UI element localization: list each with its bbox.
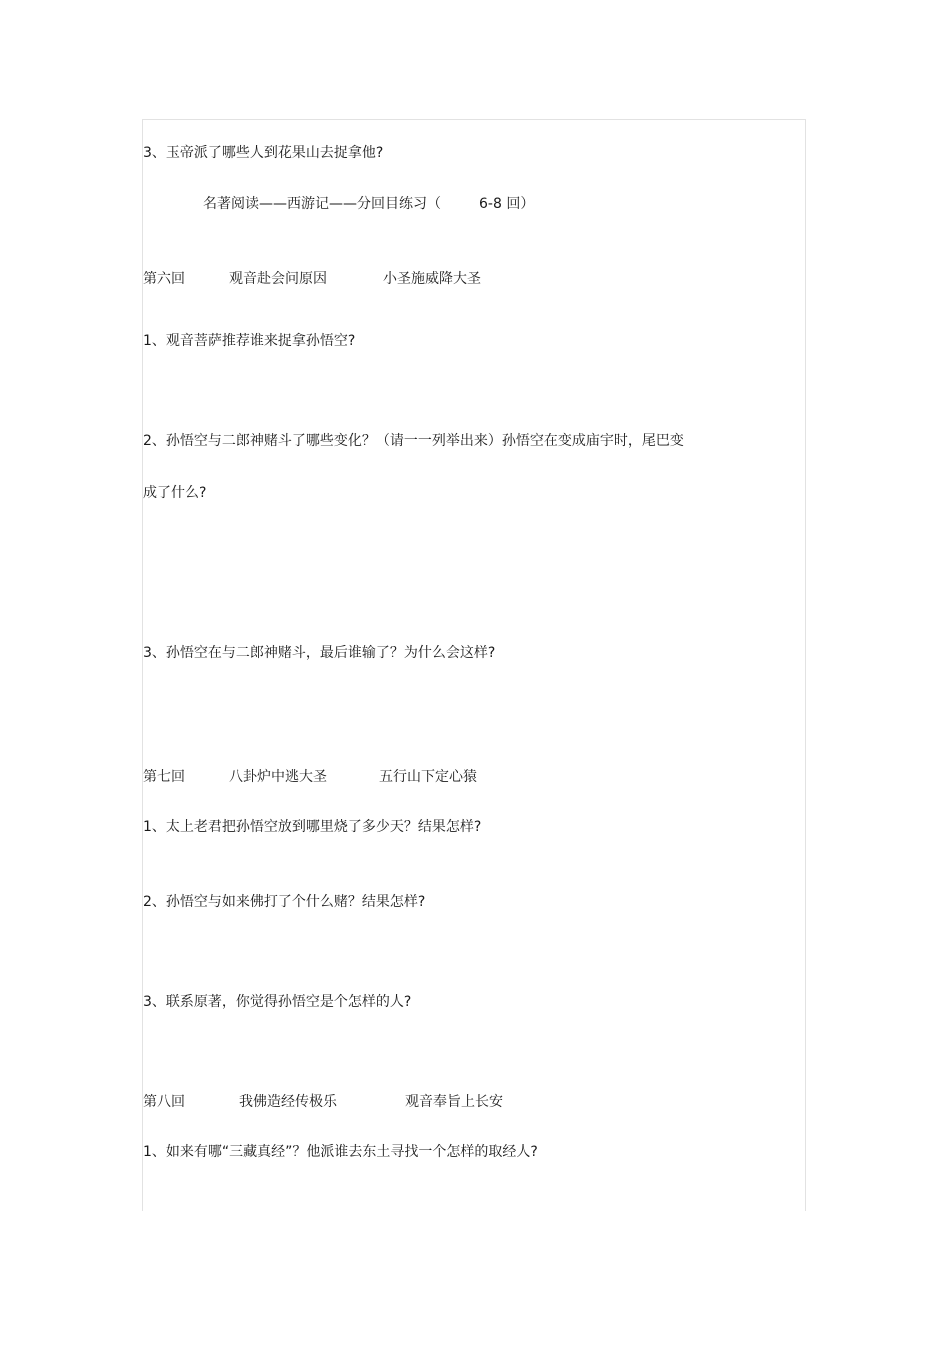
question-7-1: 1、太上老君把孙悟空放到哪里烧了多少天？结果怎样? xyxy=(143,819,482,835)
chapter-title-part1: 八卦炉中逃大圣 xyxy=(229,769,327,785)
chapter-heading-8 xyxy=(143,1093,503,1111)
title-text: 名著阅读——西游记——分回目练习（ xyxy=(203,196,441,212)
chapter-heading-7 xyxy=(143,768,477,786)
question-6-3: 3、孙悟空在与二郎神赌斗，最后谁输了？为什么会这样? xyxy=(143,645,496,661)
question-8-1: 1、如来有哪“三藏真经”？他派谁去东土寻找一个怎样的取经人? xyxy=(143,1144,538,1160)
question-7-2: 2、孙悟空与如来佛打了个什么赌？结果怎样? xyxy=(143,894,426,910)
chapter-number: 第八回 xyxy=(143,1094,185,1110)
question-7-3: 3、联系原著，你觉得孙悟空是个怎样的人? xyxy=(143,994,412,1010)
question-6-1: 1、观音菩萨推荐谁来捉拿孙悟空? xyxy=(143,333,356,349)
chapter-number: 第七回 xyxy=(143,769,185,785)
title-range: 6-8 回） xyxy=(479,196,535,212)
chapter-title-part2: 小圣施威降大圣 xyxy=(383,271,481,287)
question-prev-3: 3、玉帝派了哪些人到花果山去捉拿他? xyxy=(143,145,384,161)
question-6-2: 2、孙悟空与二郎神赌斗了哪些变化？（请一一列举出来）孙悟空在变成庙宇时，尾巴变 xyxy=(143,433,684,449)
document-title xyxy=(203,195,534,213)
chapter-heading-6 xyxy=(143,270,481,288)
chapter-title-part1: 观音赴会问原因 xyxy=(229,271,327,287)
chapter-number: 第六回 xyxy=(143,271,185,287)
question-6-2-cont: 成了什么? xyxy=(143,485,207,501)
chapter-title-part2: 五行山下定心猿 xyxy=(379,769,477,785)
chapter-title-part2: 观音奉旨上长安 xyxy=(405,1094,503,1110)
chapter-title-part1: 我佛造经传极乐 xyxy=(239,1094,337,1110)
